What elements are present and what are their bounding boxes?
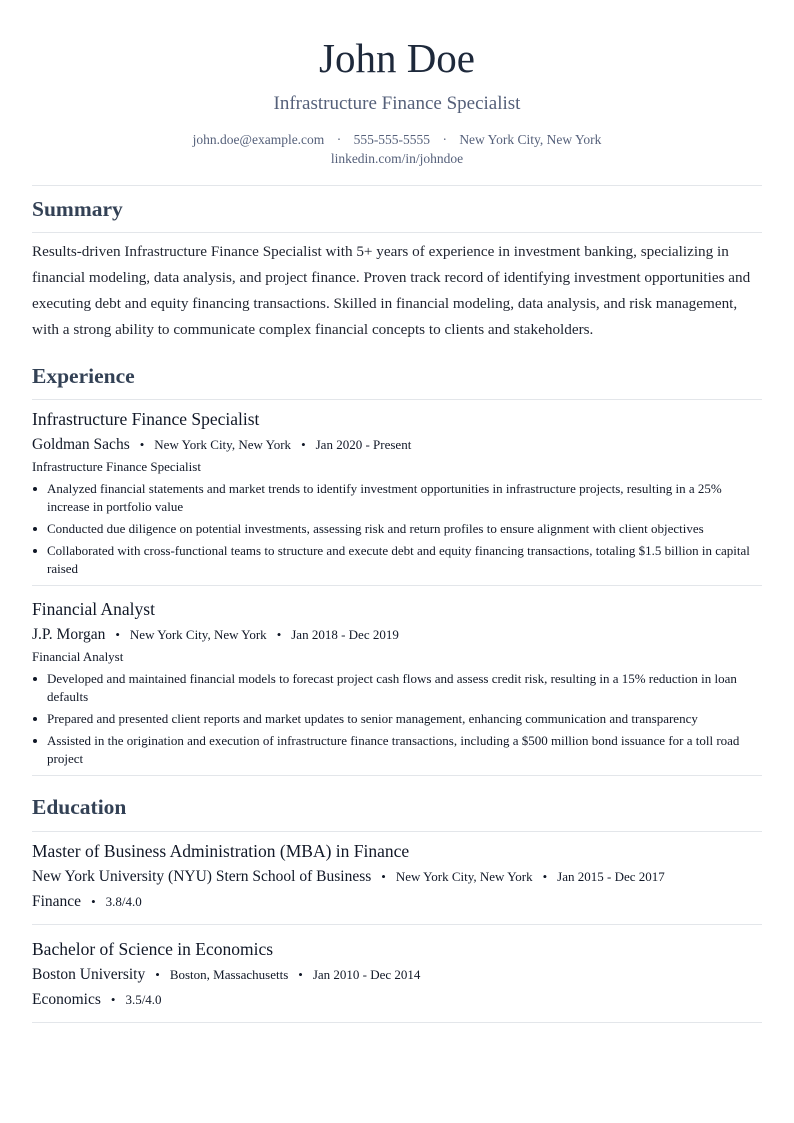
education-dates: Jan 2015 - Dec 2017 bbox=[557, 869, 665, 884]
company-name: J.P. Morgan bbox=[32, 626, 106, 643]
list-item: Analyzed financial statements and market trends to identify investment opportunities in infrastructure projects, resulting in a 25% increase in portfolio value bbox=[32, 480, 762, 516]
degree-title: Bachelor of Science in Economics bbox=[32, 939, 274, 959]
divider bbox=[32, 924, 762, 925]
education-field-line bbox=[32, 990, 762, 1010]
section-heading-experience: Experience bbox=[32, 364, 135, 388]
divider bbox=[32, 831, 762, 832]
school-name: Boston University bbox=[32, 966, 146, 983]
job-location: New York City, New York bbox=[154, 437, 292, 452]
company-name: Goldman Sachs bbox=[32, 436, 130, 453]
job-meta bbox=[32, 435, 762, 455]
divider bbox=[32, 232, 762, 233]
field-of-study: Economics bbox=[32, 991, 101, 1008]
bullet-separator: • bbox=[110, 992, 116, 1007]
degree-title: Master of Business Administration (MBA) in Finance bbox=[32, 841, 410, 861]
summary-text: Results-driven Infrastructure Finance Specialist with 5+ years of experience in investment banking, specializing in financial modeling, data analysis, and project finance. Proven track record of identifying investment opportunities and executing debt and equity financing transactions. Skilled in financial modeling, data analysis, and risk management, with a strong ability to communicate complex financial concepts to clients and stakeholders. bbox=[32, 243, 751, 338]
divider bbox=[32, 185, 762, 186]
summary-section bbox=[32, 195, 762, 343]
job-dates: Jan 2020 - Present bbox=[315, 437, 412, 452]
bullet-separator: • bbox=[139, 437, 145, 452]
job-bullets bbox=[32, 670, 762, 768]
education-entry bbox=[32, 938, 762, 1010]
candidate-name: John Doe bbox=[318, 35, 475, 81]
list-item: Conducted due diligence on potential investments, assessing risk and return profiles to ensure alignment with client objectives bbox=[32, 520, 762, 538]
experience-section bbox=[32, 362, 762, 776]
education-field-line bbox=[32, 892, 762, 912]
experience-entry bbox=[32, 408, 762, 578]
education-dates: Jan 2010 - Dec 2014 bbox=[312, 967, 421, 982]
gpa: 3.8/4.0 bbox=[105, 894, 142, 909]
contact-location: New York City, New York bbox=[459, 132, 602, 147]
job-meta bbox=[32, 625, 762, 645]
school-location: New York City, New York bbox=[395, 869, 533, 884]
bullet-separator: • bbox=[381, 869, 386, 884]
divider bbox=[32, 399, 762, 400]
candidate-title: Infrastructure Finance Specialist bbox=[273, 93, 521, 114]
bullet-separator: • bbox=[298, 967, 303, 982]
divider bbox=[32, 585, 762, 586]
field-of-study: Finance bbox=[32, 893, 82, 910]
bullet-separator: • bbox=[155, 967, 160, 982]
list-item: Collaborated with cross-functional teams to structure and execute debt and equity financing transactions, totaling $1.5 billion in capital raised bbox=[32, 542, 762, 578]
list-item: Assisted in the origination and execution of infrastructure finance transactions, including a $500 million bond issuance for a toll road project bbox=[32, 732, 762, 768]
separator: · bbox=[336, 132, 342, 147]
bullet-separator: • bbox=[91, 894, 96, 909]
education-meta bbox=[32, 867, 762, 887]
job-bullets bbox=[32, 480, 762, 578]
divider bbox=[32, 1022, 762, 1023]
education-meta bbox=[32, 965, 762, 985]
separator: · bbox=[442, 132, 447, 147]
list-item: Developed and maintained financial models to forecast project cash flows and assess credit risk, resulting in a 15% reduction in loan defaults bbox=[32, 670, 762, 706]
experience-entry bbox=[32, 598, 762, 768]
job-dates: Jan 2018 - Dec 2019 bbox=[291, 627, 399, 642]
gpa: 3.5/4.0 bbox=[125, 992, 162, 1007]
bullet-separator: • bbox=[542, 869, 548, 884]
bullet-separator: • bbox=[115, 627, 120, 642]
education-section bbox=[32, 793, 762, 1023]
email-link[interactable]: john.doe@example.com bbox=[192, 132, 325, 147]
list-item: Prepared and presented client reports and market updates to senior management, enhancing communication and transparency bbox=[32, 710, 762, 728]
job-title: Financial Analyst bbox=[32, 599, 155, 619]
contact-info bbox=[32, 130, 762, 168]
divider bbox=[32, 775, 762, 776]
job-role: Financial Analyst bbox=[32, 649, 124, 664]
bullet-separator: • bbox=[276, 627, 282, 642]
school-location: Boston, Massachusetts bbox=[169, 967, 289, 982]
resume-header bbox=[32, 0, 762, 168]
section-heading-summary: Summary bbox=[32, 197, 123, 221]
job-location: New York City, New York bbox=[129, 627, 267, 642]
school-name: New York University (NYU) Stern School of Business bbox=[32, 868, 372, 885]
bullet-separator: • bbox=[301, 437, 306, 452]
job-title: Infrastructure Finance Specialist bbox=[32, 409, 260, 429]
section-heading-education: Education bbox=[32, 795, 127, 819]
phone-number: 555-555-5555 bbox=[353, 132, 431, 147]
job-role: Infrastructure Finance Specialist bbox=[32, 459, 201, 474]
linkedin-link[interactable]: linkedin.com/in/johndoe bbox=[330, 151, 464, 166]
education-entry bbox=[32, 840, 762, 912]
